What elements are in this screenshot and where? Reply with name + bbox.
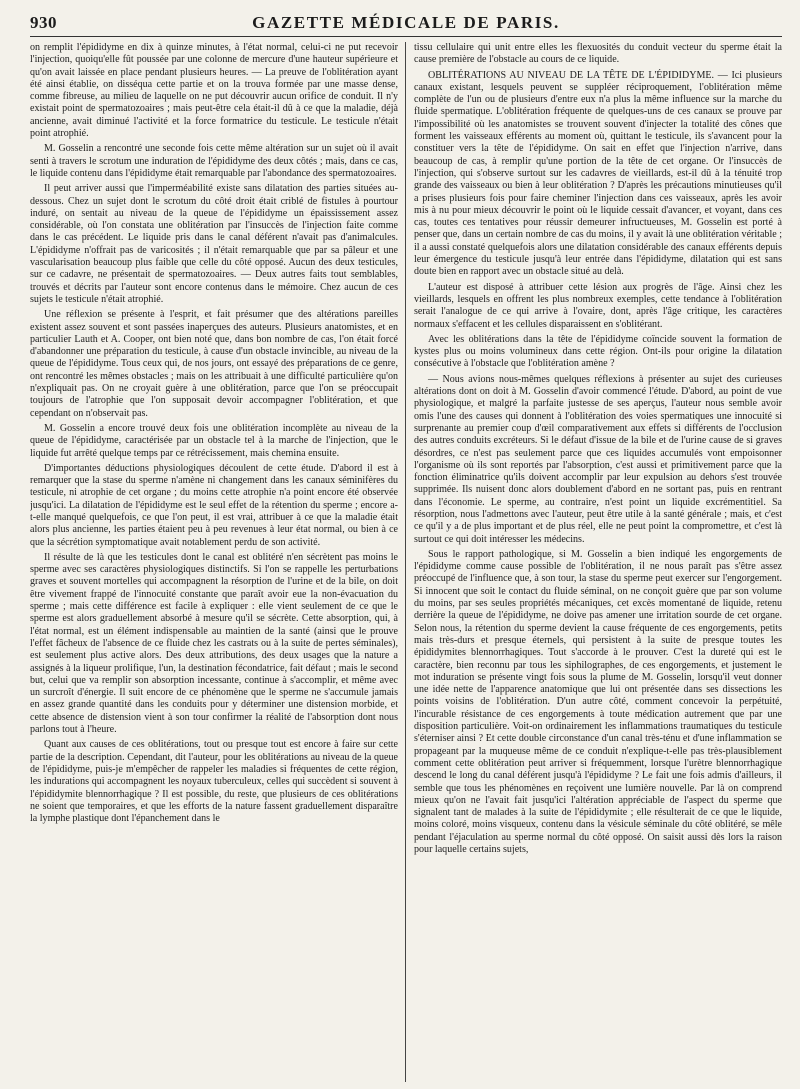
- paragraph: Il résulte de là que les testicules dont le canal est oblitéré n'en sécrètent pas moins le sperme avec ses caractères physiologiques distinctifs. Si l'on se rappelle les perturbations graves et souvent mortelles qui accompagnent la résorption de l'urine et de la bile, on doit être vivement frappé de l'innocuité constante que paraît avoir eue la non-évacuation du sperme ; mais cette différence est facile à expliquer : elle vient seulement de ce que le sperme est alors graduellement absorbé à mesure qu'il se sécrète. Cette absorption, qui, à l'état normal, est un élément indispensable au maintien de la santé (ainsi que le prouve l'effet fâcheux de l'absence de ce fluide chez les castrats ou à la suite de pertes séminales), est seulement plus active alors. Des deux attributions, des deux usages que la nature a assignés à la liqueur prolifique, l'un, la destination fécondatrice, fait défaut ; mais le second but, celui que va remplir son absorption incessante, continue à s'accomplir, et même avec un surcroît d'énergie. Il suit encore de ce phénomène que le sperme ne s'accumule jamais en assez grande quantité dans les conduits pour y déterminer une distension morbide, et cette absence de distension vient à son tour confirmer la réalité de l'absorption dont nous parlons tout à l'heure.: [30, 551, 398, 736]
- column-divider: [405, 42, 406, 1082]
- paragraph: D'importantes déductions physiologiques découlent de cette étude. D'abord il est à remarquer que la stase du sperme n'amène ni changement dans les canaux séminifères du testicule, ni atrophie de cet organe ; du moins cette atrophie n'a point encore été observée jusqu'ici. La dilatation de l'épididyme est le seul effet de la rétention du sperme ; encore a-t-elle manqué quelquefois, ce que l'on peut, il est vrai, attribuer à ce que la maladie était alors plus ancienne, les parties étaient peu à peu revenues à leur état normal, ou bien à ce que la sécrétion symptomatique avait notablement perdu de son activité.: [30, 462, 398, 548]
- right-column: [414, 42, 782, 1082]
- paragraph: L'auteur est disposé à attribuer cette lésion aux progrès de l'âge. Ainsi chez les vieillards, lesquels en offrent les plus nombreux exemples, cette tendance à l'oblitération serait l'analogue de ce qui arrive à l'ovaire, dont, après l'âge critique, les caractères normaux s'effacent et les cellules disparaissent en s'oblitérant.: [414, 281, 782, 330]
- paragraph: — Nous avions nous-mêmes quelques réflexions à présenter au sujet des curieuses altérations dont on doit à M. Gosselin d'avoir commencé l'étude. D'abord, au point de vue physiologique, et malgré la parfaite justesse de ses aperçus, l'auteur nous semble avoir omis l'une des causes qui donnent à l'oblitération des voies spermatiques une innocuité si surprenante au premier coup d'œil comparativement aux effets si différents de l'occlusion des autres conduits excréteurs. Si le défaut d'issue de la bile et de l'urine cause de si graves désordres, ce n'est pas seulement parce que ces liquides accumulés vont empoisonner l'organisme où ils sont reportés par l'absorption, c'est aussi et primitivement parce que la fonction éliminatrice qu'ils doivent accomplir par leur expulsion au dehors s'est trouvée supprimée. Ils nuisent donc alors doublement d'abord en ne sortant pas, puis en rentrant dans l'économie. Le sperme, au contraire, n'est point un liquide excrémentitiel. Sa résorption, nous l'admettons avec l'auteur, peut être utile à la santé générale ; mais, et c'est ce qu'il y a de plus important et de plus réel, elle ne peut point la compromettre, et c'est là surtout ce qui doit intéresser les médecins.: [414, 373, 782, 545]
- section-paragraph: OBLITÉRATIONS AU NIVEAU DE LA TÊTE DE L'ÉPIDIDYME. — Ici plusieurs canaux existant, lesquels peuvent se suppléer réciproquement, l'oblitération même complète de l'un ou de plusieurs d'entre eux n'a plus la même influence sur la marche du fluide spermatique. L'oblitération fréquente de quelques-uns de ces canaux se prouve par l'impossibilité où les anatomistes se trouvent souvent d'injecter la totalité des cônes que forment les vaisseaux efférents au moment où, quittant le testicule, ils s'avancent pour la constituer vers la tête de l'épididyme. On sait en effet que l'injection n'arrive, dans beaucoup de cas, à remplir qu'une portion de la tête de cet organe. Or l'insuccès de l'injection, qui s'observe surtout sur les cadavres de vieillards, est-il dû à la ténuité trop grande des vaisseaux ou bien à leur oblitération ? D'après les précautions minutieuses qu'il a prises plusieurs fois pour faire cheminer l'injection dans ces vaisseaux, après les avoir mis à nu pour mieux découvrir le point où le liquide cessait d'avancer, et voyant, dans ces cas, toutes ces tentatives pour réussir demeurer infructueuses, M. Gosselin est porté à penser que, dans un certain nombre de cas du moins, il y avait là une oblitération véritable ; il a aussi constaté quelquefois alors une dilatation considérable des canaux efférents depuis leur émergence du testicule jusqu'à leur entrée dans l'épididyme, dilatation qui est sans doute bien en rapport avec un obstacle situé au delà.: [414, 69, 782, 278]
- paragraph: Sous le rapport pathologique, si M. Gosselin a bien indiqué les engorgements de l'épididyme comme cause possible de l'oblitération, il ne nous paraît pas s'être assez préoccupé de l'influence que, à son tour, la stase du sperme peut exercer sur l'engorgement. Si innocent que soit le contact du fluide séminal, on ne conçoit guère que par son volume du moins, par ses seules propriétés mécaniques, cet excès momentané de liquide, retenu derrière la queue de l'épididyme, ne doive pas amener une irritation sourde de cet organe. Selon nous, la rétention du sperme devient la cause fréquente de ces engorgements, petits mais très-durs et presque éternels, qui persistent à la suite de presque toutes les épididymites blennorrhagiques. Tout s'accorde à le prouver. C'est la dureté qui est le caractère, bien reconnu par tous les siphilographes, de ces engorgements, et justement le mot induration se présente vingt fois sous la plume de M. Gosselin, lorsqu'il veut donner une idée nette de l'apparence anatomique que lui ont présentée dans ses dissections les points voisins de l'oblitération. D'un autre côté, comment concevoir la perpétuité, l'incurable résistance de ces engorgements à toute médication autrement que par une disposition particulière. Voit-on ordinairement les inflammations traumatiques du testicule s'éterniser ainsi ? Et cette double circonstance d'un canal très-ténu et d'une inflammation se propageant par la muqueuse même de ce conduit n'explique-t-elle pas très-plausiblement comment cette oblitération peut arriver si fréquemment, lorsque l'urètre blennorrhagique descend le long du canal déférent jusqu'à l'épididyme ? Le fait une fois admis d'ailleurs, il semble que tous les phénomènes en reçoivent une lumière nouvelle. Par là on comprend mieux qu'on ne l'avait fait jusqu'ici l'altération appréciable de l'aspect du sperme que signalent tant de malades à la suite de l'épididymite ; elle résulterait de ce que le liquide, moins coloré, moins visqueux, contenu dans la vésicule séminale du côté oblitéré, se mêle pendant l'éjaculation au sperme normal du côté opposé. On saisit aussi dès lors la raison pour laquelle certains sujets,: [414, 548, 782, 855]
- paragraph: M. Gosselin a encore trouvé deux fois une oblitération incomplète au niveau de la queue de l'épididyme, caractérisée par un obstacle tel à la marche de l'injection, que le liquide fut arrêté quelque temps par ce rétrécissement, mais chemina ensuite.: [30, 422, 398, 459]
- paragraph: tissu cellulaire qui unit entre elles les flexuosités du conduit vecteur du sperme était la cause première de l'obstacle au cours de ce liquide.: [414, 42, 782, 66]
- page-number: 930: [30, 13, 57, 32]
- journal-title: GAZETTE MÉDICALE DE PARIS.: [252, 13, 560, 32]
- paragraph: Avec les oblitérations dans la tête de l'épididyme coïncide souvent la formation de kystes plus ou moins volumineux dans cette région. Ont-ils pour origine la dilatation consécutive à l'obstacle que l'oblitération amène ?: [414, 333, 782, 370]
- paragraph: Quant aux causes de ces oblitérations, tout ou presque tout est encore à faire sur cette partie de la description. Cependant, dit l'auteur, pour les oblitérations au niveau de la queue de l'épididyme, puis-je m'empêcher de rappeler les maladies si fréquentes de cette région, les indurations qui accompagnent les noyaux tuberculeux, celles qui succèdent si souvent à l'épididymite blennorrhagique ? Il est possible, du reste, que plusieurs de ces oblitérations ne soient que temporaires, et que les efforts de la nature fassent graduellement disparaître la lymphe plastique dont l'épanchement dans le: [30, 739, 398, 825]
- page-header: [30, 10, 782, 37]
- paragraph: Il peut arriver aussi que l'imperméabilité existe sans dilatation des parties situées au-dessous. Chez un sujet dont le scrotum du côté droit était criblé de fistules à pourtour induré, on sentait au niveau de la queue de l'épididyme un épaississement assez considérable, où l'on constata une oblitération par l'insuccès de l'injection faite comme dans le cas précédent. Le liquide pris dans le canal déférent n'avait pas d'animalcules. L'épididyme n'offrait pas de varicosités ; il n'était remarquable que par sa pâleur et une vascularisation beaucoup plus faible que celle du côté opposé. Aucun des deux testicules, sur ce cadavre, ne présentait de spermatozoaires. — Deux autres faits tout semblables, trouvés et décrits par l'auteur sont encore contenus dans le mémoire. Chez aucun de ces sujets le testicule n'était atrophié.: [30, 183, 398, 305]
- left-column: [30, 42, 398, 1082]
- paragraph: on remplit l'épididyme en dix à quinze minutes, à l'état normal, celui-ci ne put recevoir l'injection, quoiqu'elle fût poussée par une colonne de mercure d'une hauteur supérieure et qu'on avait laissée en place pendant plusieurs heures. — La preuve de l'oblitération ayant été ainsi établie, on disséqua cette partie et on la trouva formée par une masse dense, comme fibreuse, au milieu de laquelle on ne put découvrir aucun orifice de conduit. Il n'y existait point de spermatozoaires ; mais peut-être cela était-il dû à ce que la maladie, déjà ancienne, avait diminué l'activité et la force formatrice du testicule. Le testicule n'était point atrophié.: [30, 42, 398, 140]
- paragraph: M. Gosselin a rencontré une seconde fois cette même altération sur un sujet où il avait senti à travers le scrotum une induration de l'épididyme des deux côtés ; mais, dans ce cas, le liquide contenu dans l'épididyme était remarquable par l'abondance des spermatozoaires.: [30, 143, 398, 179]
- paragraph: Une réflexion se présente à l'esprit, et fait présumer que des altérations pareilles existent assez souvent et sont passées inaperçues des auteurs. Plusieurs anatomistes, et en particulier Lauth et A. Cooper, ont bien noté que, dans bon nombre de cas, l'on était forcé d'abandonner une préparation du testicule, à cause d'un obstacle invincible, au niveau de la queue de l'épididyme. Tous ceux qui, de nos jours, ont essayé des préparations de ce genre, ont rencontré les mêmes obstacles ; mais on les attribuait à une difficulté particulière qu'on n'expliquait pas. On ne croyait guère à une oblitération, parce que l'on se préoccupait toujours de l'atrophie que l'on supposait devoir accompagner l'oblitération, et que cependant on n'observait pas.: [30, 309, 398, 419]
